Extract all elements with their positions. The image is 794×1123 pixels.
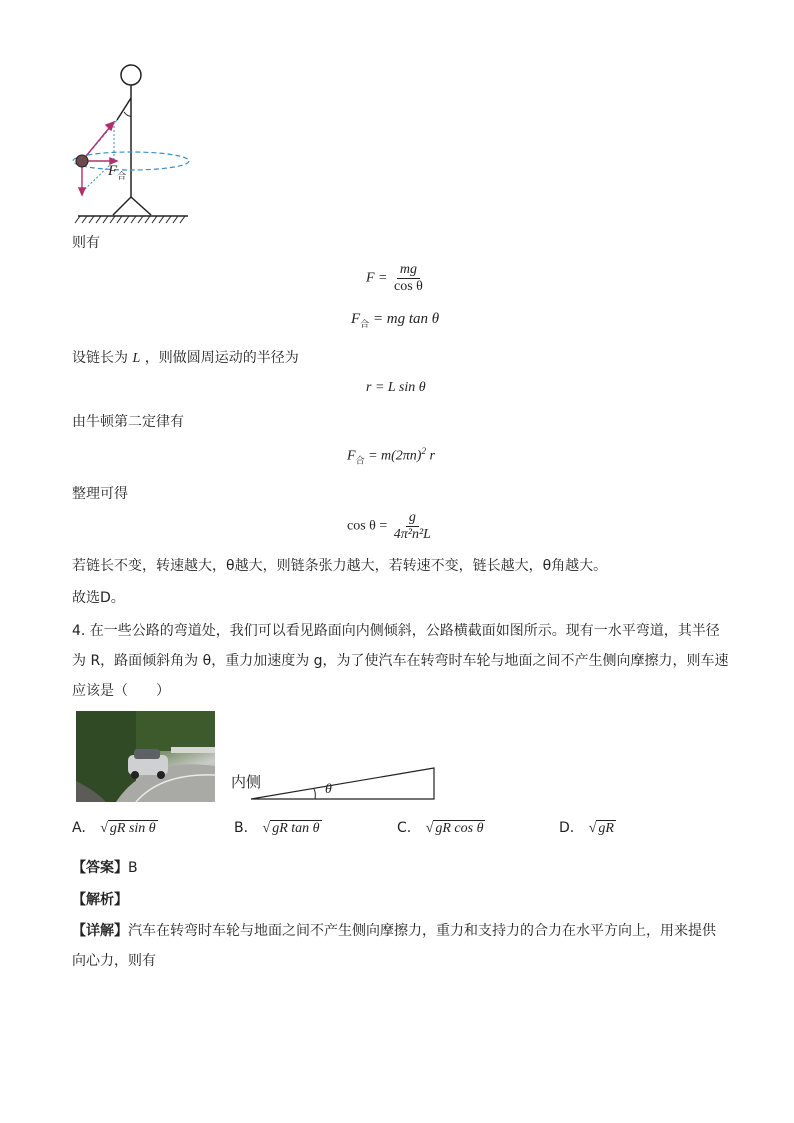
road-photo <box>76 711 215 802</box>
text-zeyou: 则有 <box>72 235 100 251</box>
car-icon <box>128 749 168 779</box>
answer-label: 【答案】 <box>72 860 128 876</box>
question-4-line1: 4. 在一些公路的弯道处，我们可以看见路面向内侧倾斜，公路横截面如图所示。现有一水平弯道，其半径 <box>72 623 720 639</box>
answer-value: B <box>128 860 138 876</box>
answer-line <box>72 858 138 878</box>
equation-2: $F_合$ = mg tan θ <box>351 311 440 330</box>
detail-line2: 向心力，则有 <box>72 953 156 969</box>
option-c[interactable]: C. √ gR cos θ <box>397 820 484 836</box>
person-head <box>121 65 141 85</box>
option-d[interactable]: D. √ gR <box>559 820 614 836</box>
analysis-label: 【解析】 <box>72 892 128 908</box>
inner-side-label: 内侧 <box>231 773 262 791</box>
question-4-line2: 为 R，路面倾斜角为 θ，重力加速度为 g，为了使汽车在转弯时车轮与地面之间不产生侧向摩擦力，则车速 <box>72 653 729 669</box>
text-zhengli: 整理可得 <box>72 486 128 502</box>
text-niudun: 由牛顿第二定律有 <box>72 414 184 430</box>
question-4-line3: 应该是（ ） <box>72 683 170 699</box>
detail-label: 【详解】 <box>72 923 128 939</box>
conical-pendulum-figure <box>70 60 200 230</box>
theta-label: θ <box>325 782 332 797</box>
option-b[interactable]: B. √ gR tan θ <box>234 820 320 836</box>
equation-3: r = L sin θ <box>366 380 426 395</box>
equation-5: cos θ = $\frac{g}{\text{4π²n²L}}$ <box>347 510 431 542</box>
text-answer-choice: 故选D。 <box>72 590 125 606</box>
detail-line1: 【详解】汽车在转弯时车轮与地面之间不产生侧向摩擦力，重力和支持力的合力在水平方向上，用来提供 <box>72 923 716 939</box>
text-conclusion: 若链长不变，转速越大，θ越大，则链条张力越大，若转速不变，链长越大，θ角越大。 <box>72 558 608 574</box>
ball <box>76 155 88 167</box>
force-label: $F_合$ <box>108 163 127 182</box>
equation-4: $F_合 = m(2\pi n)^2$ r <box>347 446 435 467</box>
option-a[interactable]: A. √ gR sin θ <box>72 820 156 836</box>
text-shelianchang: 设链长为 L ，则做圆周运动的半径为 <box>72 350 299 366</box>
equation-1: F = $\frac{mg}{\text{cos θ}}$ <box>366 262 423 294</box>
road-cross-section <box>245 762 440 804</box>
